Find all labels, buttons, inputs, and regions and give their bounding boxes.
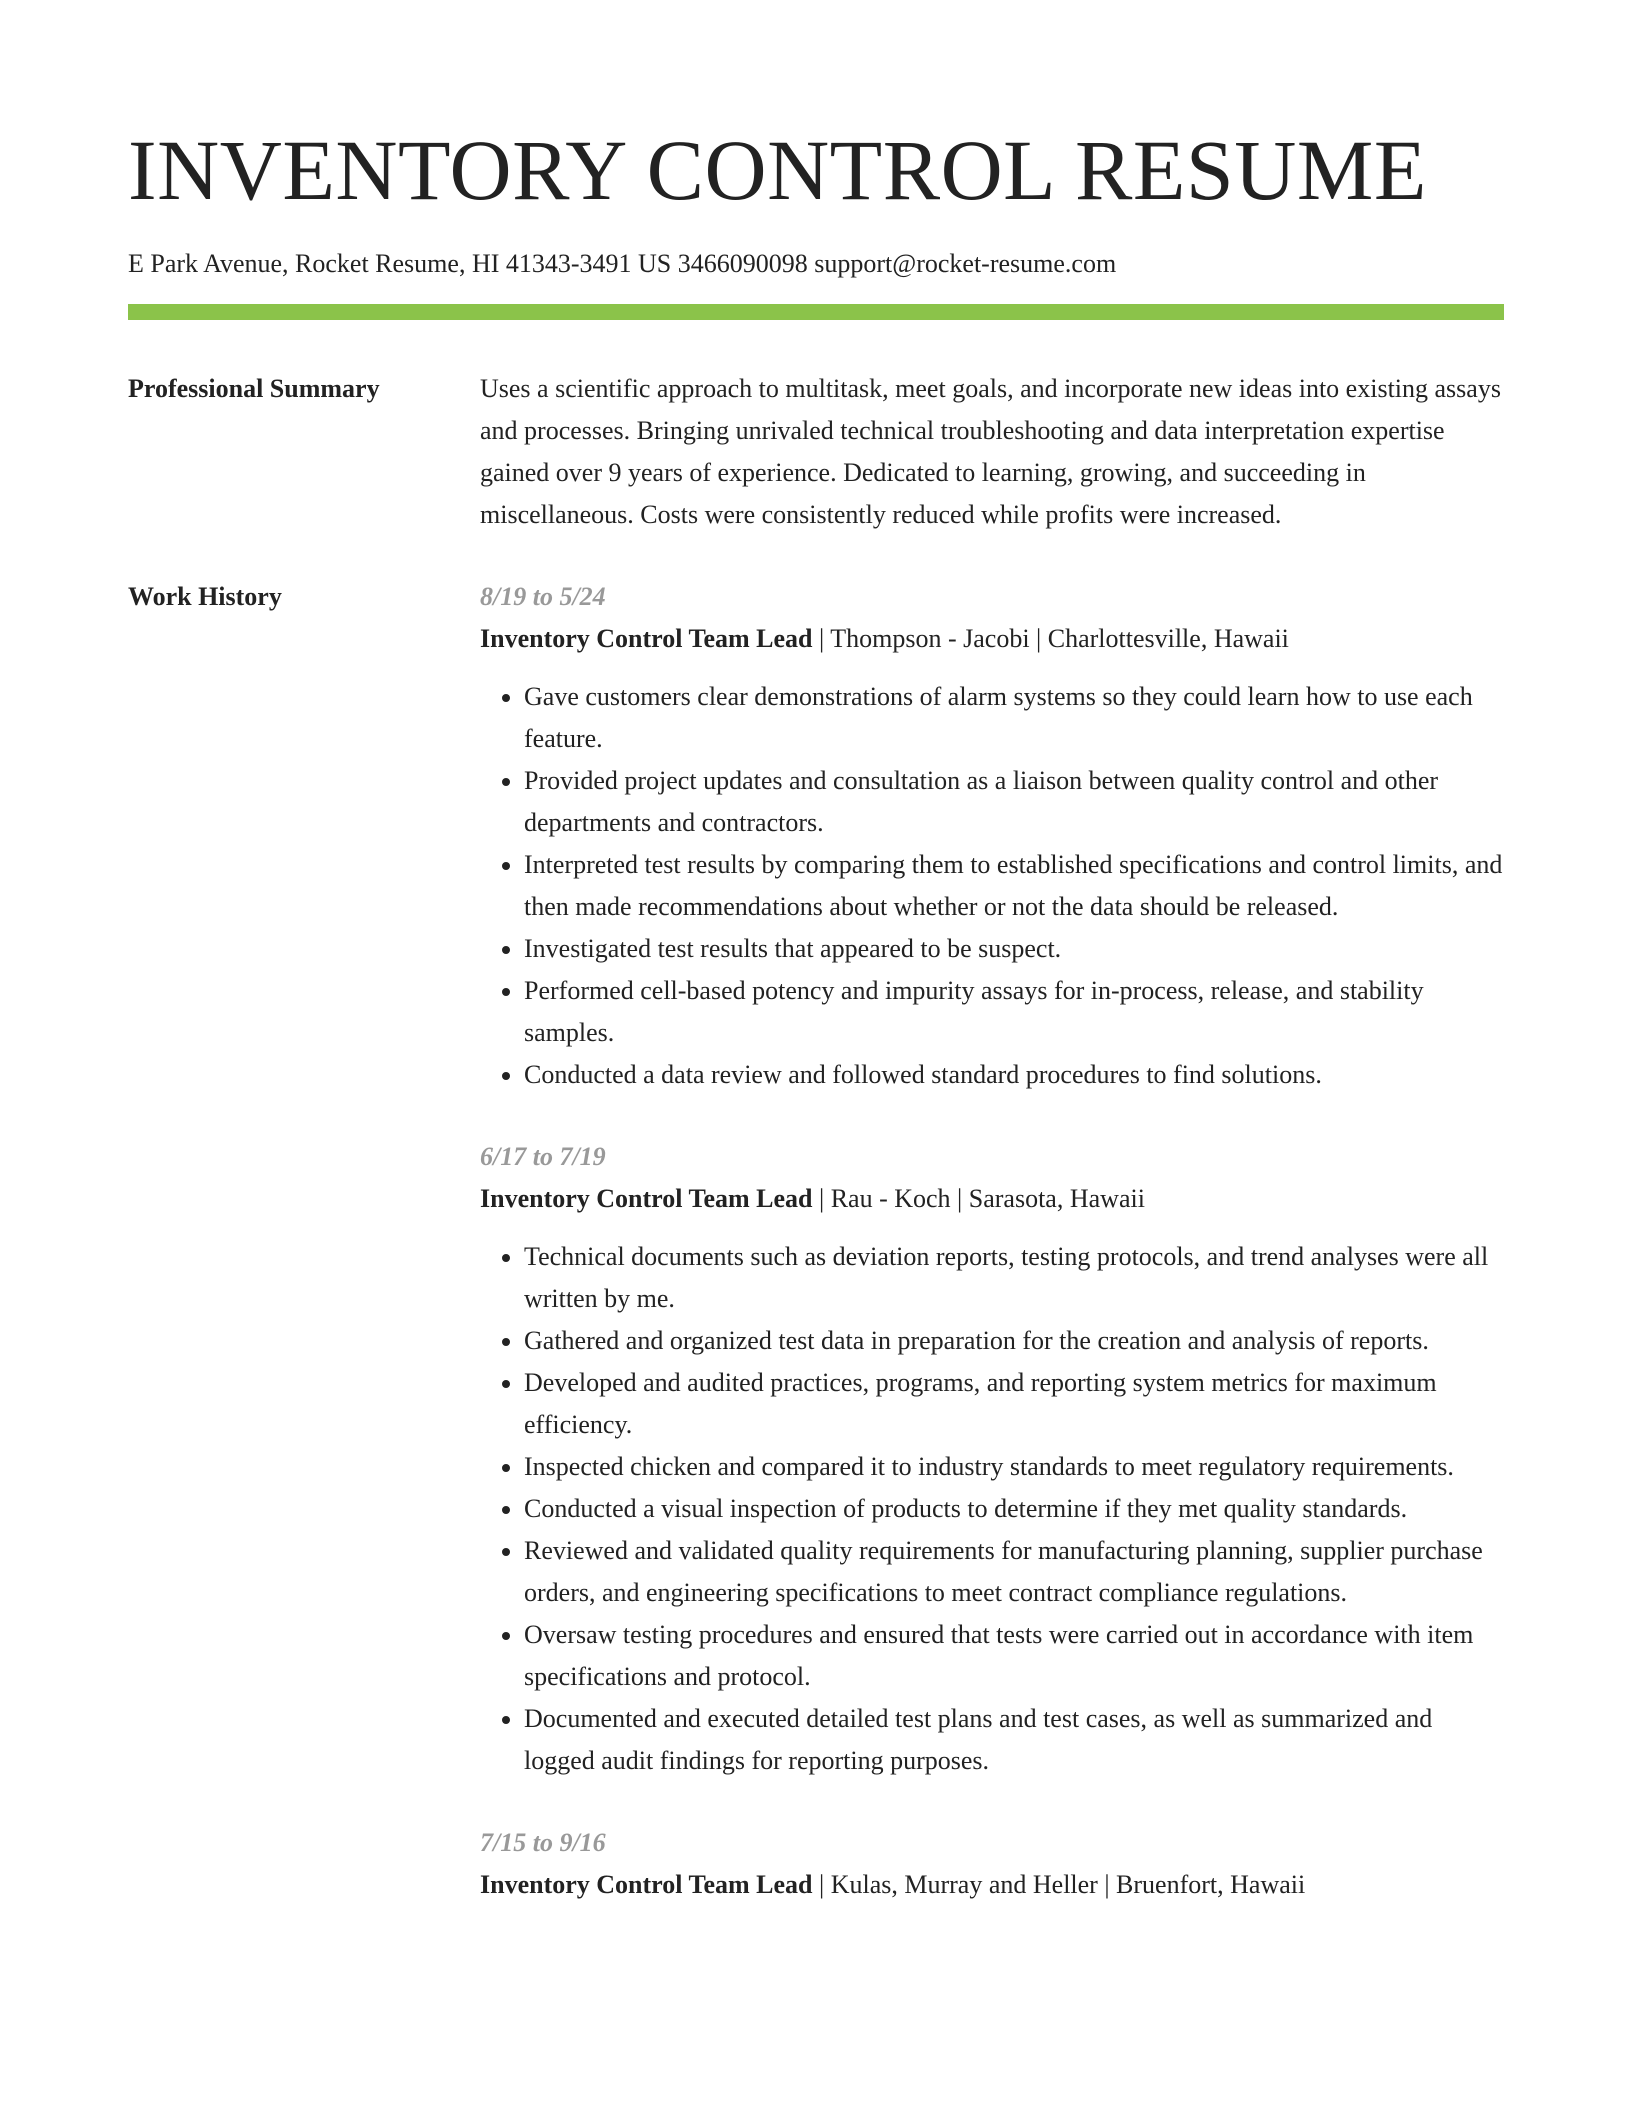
section-label-work-history: Work History [128,582,282,611]
job-bullet: • Conducted a visual inspection of products to determine if they met quality standards. [524,1488,1504,1530]
work-history-section [128,576,1504,1946]
resume-page [128,0,1504,1946]
job-entry [480,576,1504,1096]
job-bullet: • Gave customers clear demonstrations of alarm systems so they could learn how to use each feature. [524,676,1504,760]
job-bullet: • Provided project updates and consultation as a liaison between quality control and other departments and contractors. [524,760,1504,844]
job-details: | Thompson - Jacobi | Charlottesville, Hawaii [812,624,1289,653]
section-label-summary: Professional Summary [128,374,380,403]
job-dates: 6/17 to 7/19 [480,1142,606,1171]
job-title: Inventory Control Team Lead [480,624,813,653]
job-bullet: • Inspected chicken and compared it to industry standards to meet regulatory requirements. [524,1446,1504,1488]
job-bullet: • Reviewed and validated quality requirements for manufacturing planning, supplier purchase orders, and engineering specifications to meet contract compliance regulations. [524,1530,1504,1614]
job-entry [480,1822,1504,1906]
job-dates: 7/15 to 9/16 [480,1828,606,1857]
job-bullet: • Investigated test results that appeared to be suspect. [524,928,1504,970]
job-title: Inventory Control Team Lead [480,1184,813,1213]
job-bullet: • Conducted a data review and followed standard procedures to find solutions. [524,1054,1504,1096]
job-bullet: • Performed cell-based potency and impurity assays for in-process, release, and stability samples. [524,970,1504,1054]
job-bullet: • Technical documents such as deviation reports, testing protocols, and trend analyses were all written by me. [524,1236,1504,1320]
header-divider [128,304,1504,320]
job-title: Inventory Control Team Lead [480,1870,813,1899]
job-bullet: • Interpreted test results by comparing them to established specifications and control limits, and then made recommendations about whether or not the data should be released. [524,844,1504,928]
work-history-body [480,576,1504,1946]
job-heading [480,1178,1504,1220]
summary-text: Uses a scientific approach to multitask, meet goals, and incorporate new ideas into existing assays and processes. Bringing unrivaled technical troubleshooting and data interpretation expertise gained over 9 years of experience. Dedicated to learning, growing, and succeeding in miscellaneous. Costs were consistently reduced while profits were increased. [480,374,1501,529]
resume-title: INVENTORY CONTROL RESUME [128,122,1427,218]
job-heading [480,618,1504,660]
contact-line: E Park Avenue, Rocket Resume, HI 41343-3491 US 3466090098 support@rocket-resume.com [128,249,1117,278]
job-bullet: • Oversaw testing procedures and ensured that tests were carried out in accordance with item specifications and protocol. [524,1614,1504,1698]
summary-body [480,368,1504,536]
job-bullets [480,676,1504,1096]
job-bullet: • Developed and audited practices, programs, and reporting system metrics for maximum efficiency. [524,1362,1504,1446]
job-entry [480,1136,1504,1782]
job-details: | Kulas, Murray and Heller | Bruenfort, Hawaii [812,1870,1306,1899]
professional-summary-section [128,368,1504,536]
job-bullet: • Gathered and organized test data in preparation for the creation and analysis of reports. [524,1320,1504,1362]
job-heading [480,1864,1504,1906]
job-bullet: • Documented and executed detailed test plans and test cases, as well as summarized and logged audit findings for reporting purposes. [524,1698,1504,1782]
job-details: | Rau - Koch | Sarasota, Hawaii [812,1184,1145,1213]
job-dates: 8/19 to 5/24 [480,582,606,611]
job-bullets [480,1236,1504,1782]
